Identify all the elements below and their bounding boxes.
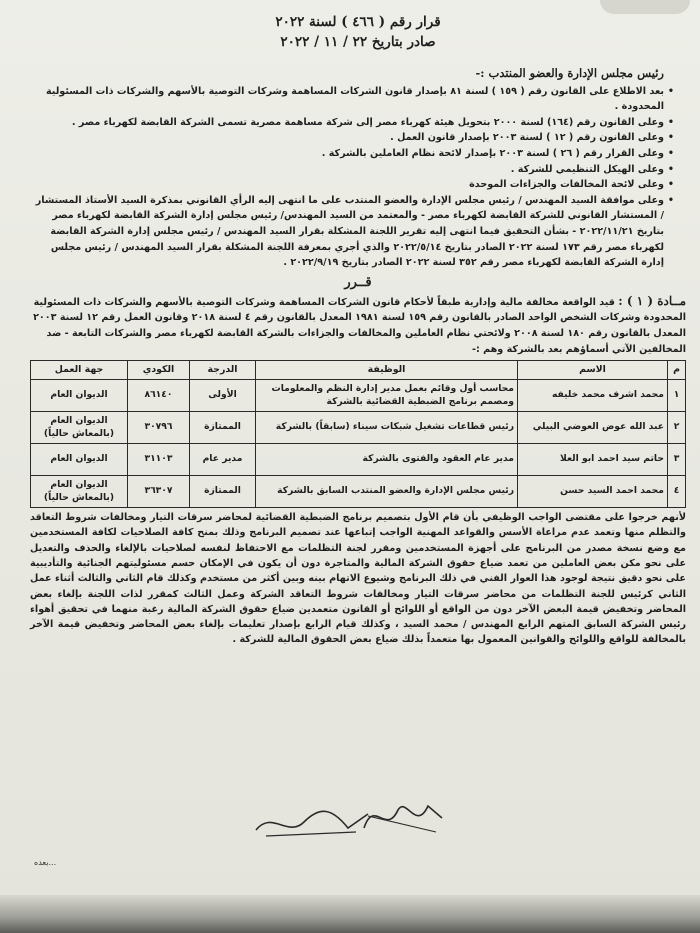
row-grade: الممتازة <box>190 412 256 444</box>
row-workplace: الديوان العام (بالمعاش حالياً) <box>31 476 128 508</box>
col-header-number: م <box>668 361 686 380</box>
row-workplace: الديوان العام (بالمعاش حالياً) <box>31 412 128 444</box>
preamble-item: • بعد الاطلاع على القانون رقم ( ١٥٩ ) لسنة ٨١ بإصدار قانون الشركات المساهمة وشركات التوصية بالأسهم والشركات ذات المسئولية المحدودة . <box>30 84 674 115</box>
row-number: ٢ <box>668 412 686 444</box>
row-code: ٣٠٧٩٦ <box>128 412 190 444</box>
preamble-item: • وعلى القانون رقم (١٦٤) لسنة ٢٠٠٠ بتحويل هيئة كهرباء مصر إلى شركة مساهمة مصرية تسمى الشركة القابضة لكهرباء مصر . <box>30 115 674 131</box>
table-header-row <box>31 361 686 380</box>
article-one-label: مــادة ( ١ ) : <box>618 293 686 308</box>
article-one-text: قيد الواقعة مخالفة مالية وإدارية طبقاً لأحكام قانون الشركات المساهمة وشركات التوصية بالأسهم والشركات ذات المسئولية المحدودة وشركات الشخص الواحد الصادر بالقانون رقم ١٥٩ لسنة ١٩٨١ المعدل بالقانون رقم ٤ لسنة ٢٠١٨ وقانون العمل رقم ١٢ لسنة ٢٠٠٣ المعدل بالقانون رقم ١٨٠ لسنة ٢٠٠٨ ولائحتي نظام العاملين والمخالفات والجزاءات بالشركة القابضة لكهرباء مصر والشركات التابعة - ضد المخالفين الآتي أسماؤهم بعد بالشركة وهم :- <box>33 296 686 355</box>
table-row <box>31 476 686 508</box>
table-row <box>31 412 686 444</box>
row-workplace: الديوان العام <box>31 380 128 412</box>
row-grade: مدير عام <box>190 444 256 476</box>
col-header-grade: الدرجة <box>190 361 256 380</box>
row-name: عبد الله عوض العوضي البيلي <box>518 412 668 444</box>
decides-heading: قــرر <box>344 274 372 290</box>
signature-left <box>252 800 372 844</box>
row-code: ٣٦٣٠٧ <box>128 476 190 508</box>
col-header-code: الكودي <box>128 361 190 380</box>
row-number: ٤ <box>668 476 686 508</box>
preamble-list <box>30 84 686 271</box>
chairman-heading: رئيس مجلس الإدارة والعضو المنتدب :- <box>475 66 664 80</box>
col-header-workplace: جهة العمل <box>31 361 128 380</box>
charges-paragraph: لأنهم خرجوا على مقتضى الواجب الوظيفي بأن قام الأول بتصميم برنامج الضبطية القضائية لمحاضر سرقات التيار ومخالفات شروط التعاقد والتظلم منها وتعمد عدم مراعاة الأسس والقواعد المهنية الواجب إتباعها عند تصميم البرنامج وذلك بمنح كافة الصلاحيات لكافة المستخدمين مع وضع نسخة مصدر من البرنامج على أجهزة المستخدمين ومقرر لجنة التظلمات مع الاحتفاظ لنفسه لصلاحيات بالإلغاء والحذف والتعديل على نحو مكن بعض العاملين من تعمد ضياع حقوق الشركة المالية والمتاجرة دون أن يكون في الإمكان حسم مسئوليتهم الجنائية والتأديبية على نحو دقيق نتيجة لوجود هذا العوار الفني في ذلك البرنامج وشيوع الاتهام بينه وبين أكثر من مستخدم وكذلك قام الثاني والثالث أثناء عمل الثاني كرئيس للجنة التظلمات من محاضر سرقات التيار ومخالفات شروط التعاقد الشركة وعمل الثالث كمقرر لذات اللجنة بإلغاء بعض المحاضر وتخفيض قيمة البعض الآخر دون من الواقع أو اللوائح أو القانون متعمدين ضياع حقوق الشركة المالية رغبة منهما في تحقيق أهواء رئيس الشركة السابق المتهم الرابع المهندس / محمد السيد ، وكذلك قيام الرابع بإصدار تعليمات بإلغاء بعض المحاضر وتخفيض قيمة الآخر بالمخالفة للواقع واللوائح والقوانين المعمول بها متعمداً بذلك ضياع بعض الحقوق المالية للشركة . <box>30 512 686 646</box>
preamble-item: • وعلى الهيكل التنظيمي للشركة . <box>30 162 674 178</box>
row-job: مدير عام العقود والفتوى بالشركة <box>256 444 518 476</box>
preamble-item: • وعلى موافقة السيد المهندس / رئيس مجلس الإدارة والعضو المنتدب على ما انتهى إليه الرأي القانوني بمذكرة السيد الأستاذ المستشار / المستشار القانوني للشركة القابضة لكهرباء مصر - والمعتمد من السيد المهندس/ رئيس مجلس إدارة الشركة القابضة لكهرباء مصر بتاريخ ٢٠٢٢/١١/٢١ - بشأن التحقيق فيما انتهى إليه تقرير اللجنة المشكلة بقرار السيد المهندس / رئيس مجلس إدارة الشركة القابضة لكهرباء مصر رقم ١٧٣ لسنة ٢٠٢٢ الصادر بتاريخ ٢٠٢٢/٥/١٤ والذي أجري بمعرفة اللجنة المشكلة بقرار السيد المهندس / رئيس مجلس إدارة الشركة القابضة لكهرباء مصر رقم ٣٥٢ لسنة ٢٠٢٢ الصادر بتاريخ ٢٠٢٢/٩/١٩ . <box>30 193 674 271</box>
decision-number: قرار رقم ( ٤٦٦ ) لسنة ٢٠٢٢ <box>275 14 441 30</box>
row-grade: الأولى <box>190 380 256 412</box>
preamble-item: • وعلى القانون رقم ( ١٢ ) لسنة ٢٠٠٣ بإصدار قانون العمل . <box>30 130 674 146</box>
table-row <box>31 380 686 412</box>
continued-mark: بعده... <box>34 858 57 867</box>
article-one <box>30 294 686 357</box>
row-workplace: الديوان العام <box>31 444 128 476</box>
row-number: ٣ <box>668 444 686 476</box>
row-code: ٣١١٠٣ <box>128 444 190 476</box>
row-name: حاتم سيد احمد ابو العلا <box>518 444 668 476</box>
row-job: رئيس قطاعات تشغيل شبكات سيناء (سابقاً) بالشركة <box>256 412 518 444</box>
row-job: رئيس مجلس الإدارة والعضو المنتدب السابق بالشركة <box>256 476 518 508</box>
row-code: ٨٦١٤٠ <box>128 380 190 412</box>
row-number: ١ <box>668 380 686 412</box>
row-name: محمد اشرف محمد خليفه <box>518 380 668 412</box>
row-name: محمد احمد السيد حسن <box>518 476 668 508</box>
col-header-name: الاسم <box>518 361 668 380</box>
row-grade: الممتازة <box>190 476 256 508</box>
preamble-item: • وعلى القرار رقم ( ٢٦ ) لسنة ٢٠٠٣ بإصدار لائحة نظام العاملين بالشركة . <box>30 146 674 162</box>
page-bottom-shadow <box>0 895 700 933</box>
decision-date: صادر بتاريخ ٢٢ / ١١ / ٢٠٢٢ <box>280 34 436 50</box>
col-header-job: الوظيفة <box>256 361 518 380</box>
violators-table <box>30 360 686 508</box>
row-job: محاسب أول وقائم بعمل مدير إدارة النظم والمعلومات ومصمم برنامج الضبطية القضائية بالشركة <box>256 380 518 412</box>
preamble-item: • وعلى لائحة المخالفات والجزاءات الموحدة <box>30 177 674 193</box>
table-row <box>31 444 686 476</box>
decision-document <box>30 10 686 648</box>
signature-right <box>358 792 448 840</box>
